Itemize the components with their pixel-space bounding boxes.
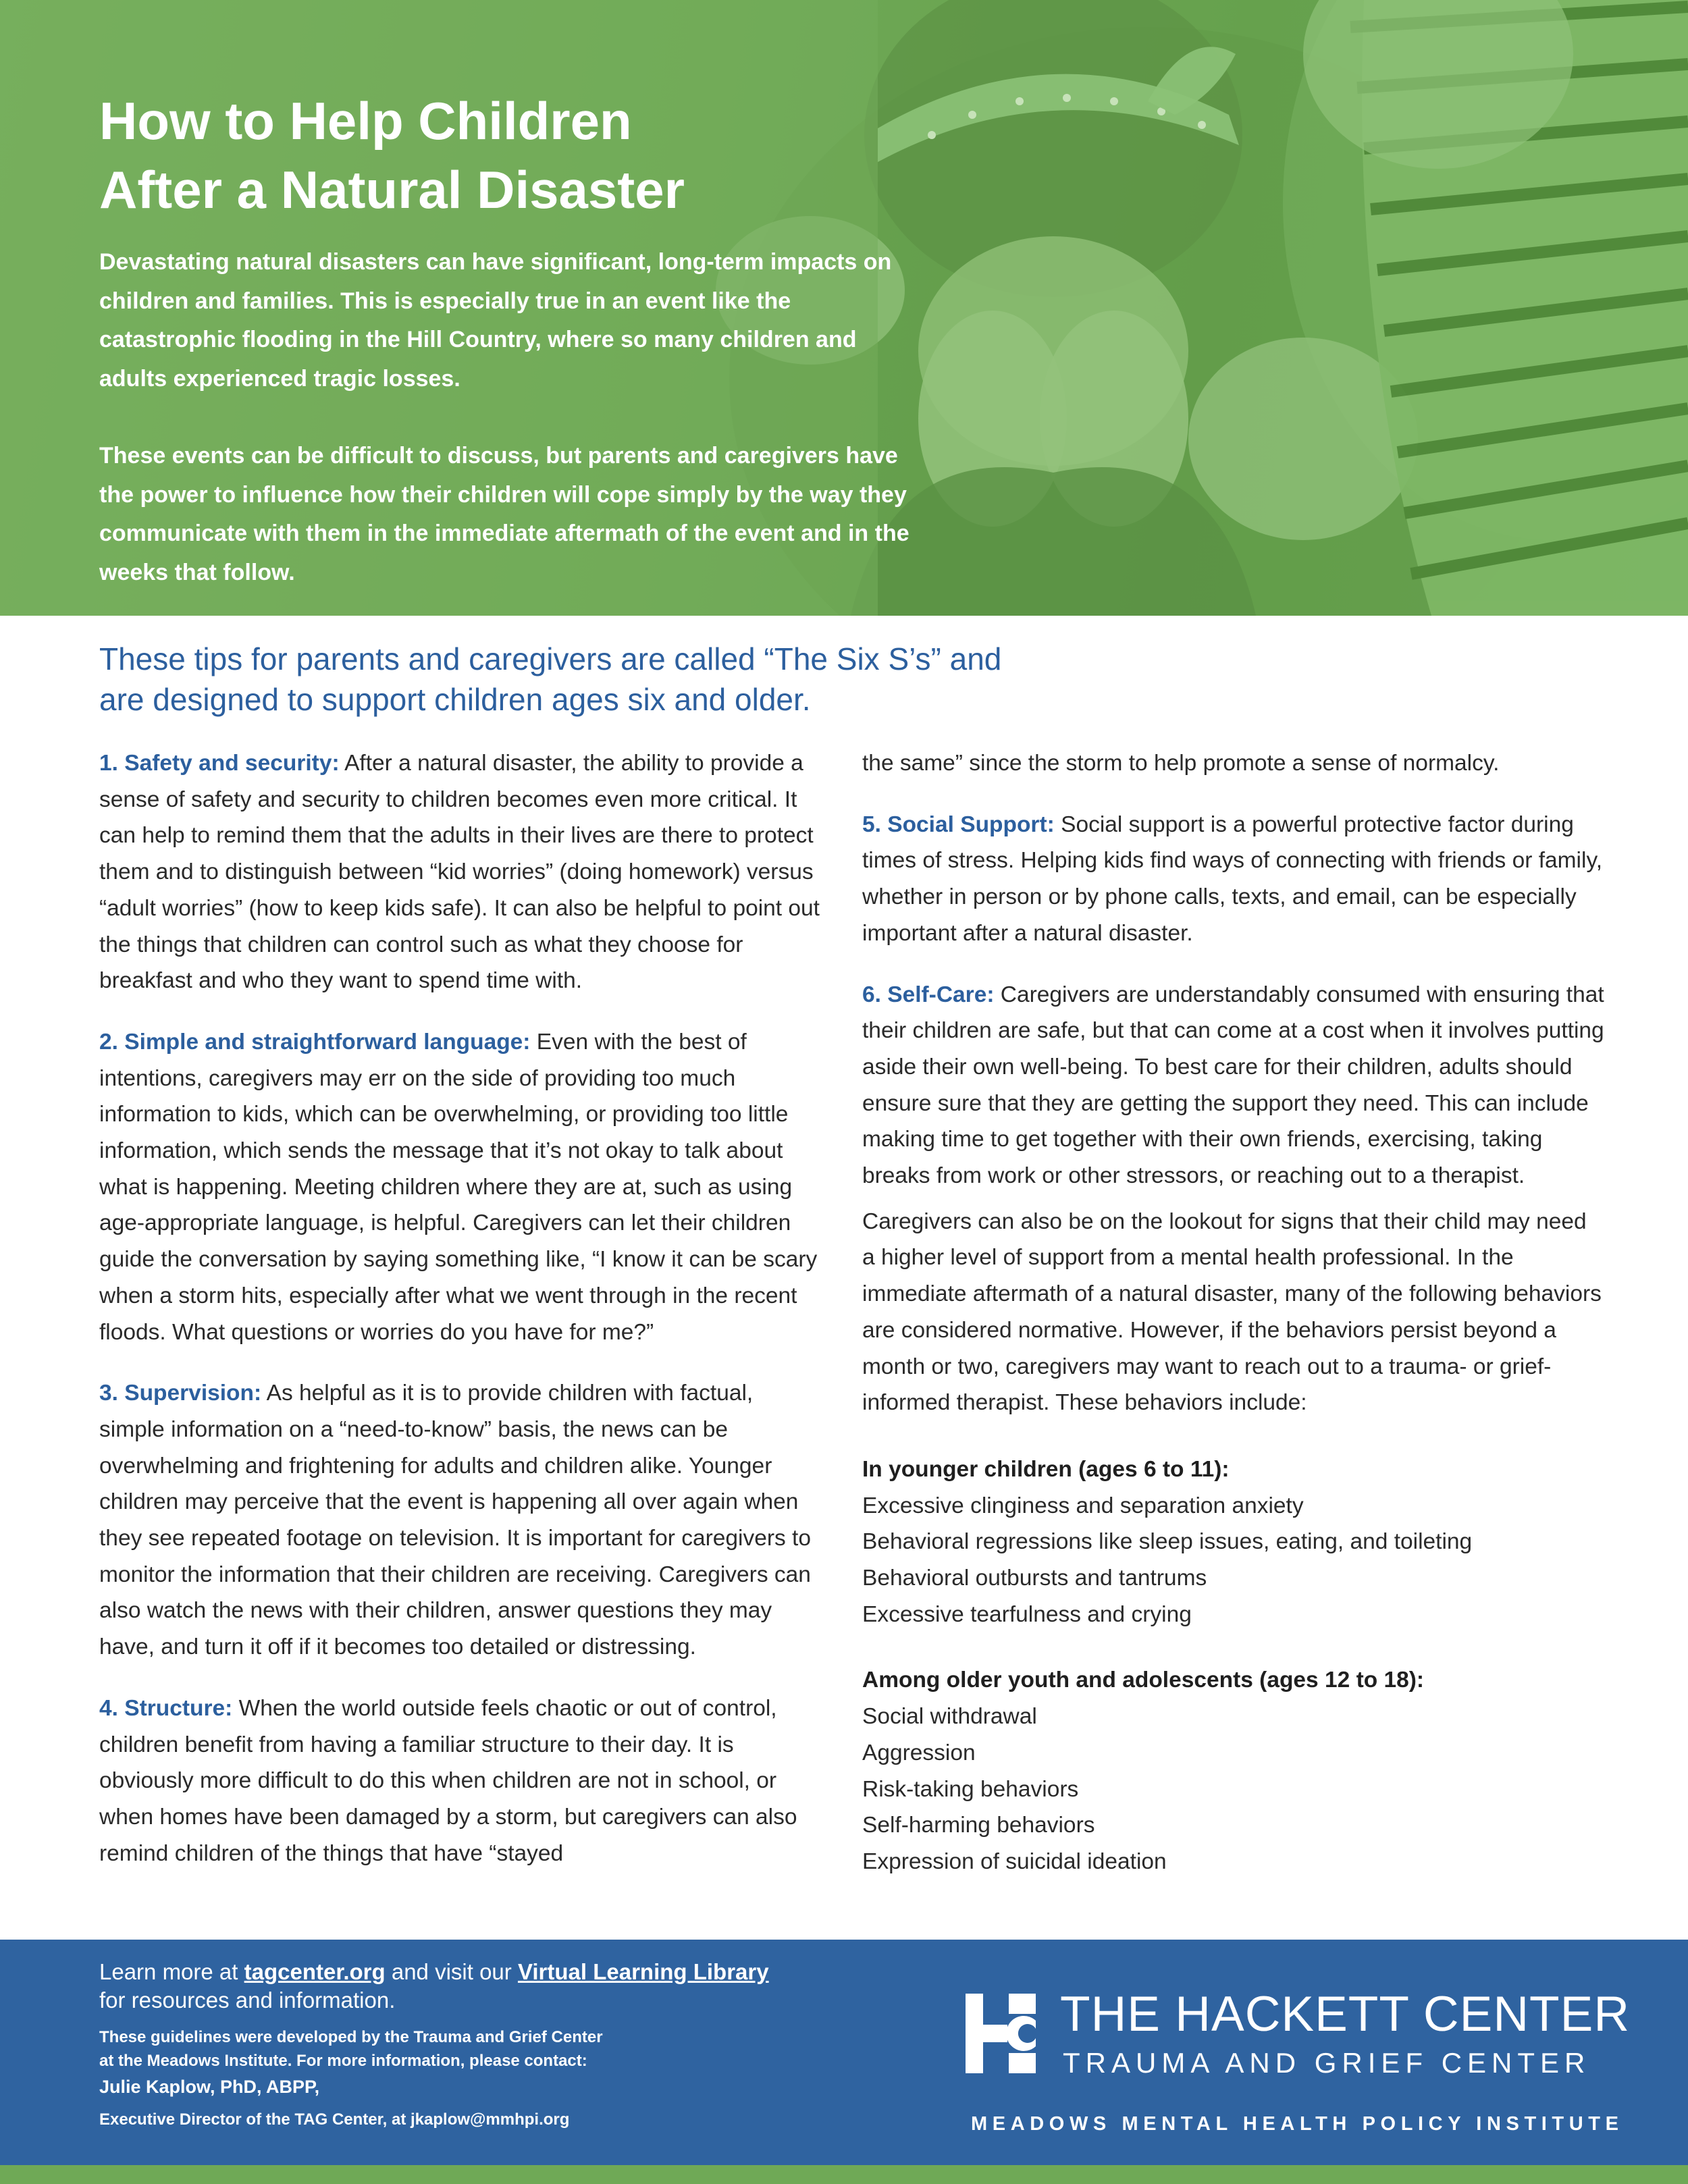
contact-role: Executive Director of the TAG Center, at jkaplow@mmhpi.org — [99, 2110, 570, 2129]
younger-children-list — [862, 1488, 1605, 1633]
brand-institute: MEADOWS MENTAL HEALTH POLICY INSTITUTE — [971, 2113, 1624, 2135]
list-item: Excessive tearfulness and crying — [862, 1601, 1192, 1627]
learn-more — [99, 1958, 977, 2015]
tip-self-care-heading: 6. Self-Care: — [862, 982, 995, 1007]
learn-middle: and visit our — [385, 1959, 518, 1984]
footer-bottom-bar — [0, 2165, 1688, 2184]
tip-structure-text: When the world outside feels chaotic or out of control, children benefit from having a familiar structure to their day. It is obviously more difficult to do this when children are not in school, or when homes have been damaged by a storm, but caregivers can also remind children of the things that have “stayed — [99, 1695, 797, 1866]
tip-social-support — [862, 807, 1605, 952]
guidelines-line-2: at the Meadows Institute. For more information, please contact: — [99, 2052, 587, 2070]
tip-supervision — [99, 1375, 822, 1666]
tip-self-care — [862, 977, 1605, 1194]
tip-self-care-text: Caregivers are understandably consumed with ensuring that their children are safe, but that can come at a cost when it involves putting aside their own well-being. To best care for their children, adults should ensure sure that they are getting the support they need. This can include making time to get together with their own friends, exercising, taking breaks from work or other stressors, or reaching out to a therapist. — [862, 982, 1604, 1189]
older-youth-heading: Among older youth and adolescents (ages 12 to 18): — [862, 1668, 1425, 1693]
list-item: Excessive clinginess and separation anxiety — [862, 1493, 1304, 1518]
contact-name: Julie Kaplow, PhD, ABPP, — [99, 2077, 320, 2097]
tip-supervision-heading: 3. Supervision: — [99, 1381, 262, 1406]
tip-social-support-text: Social support is a powerful protective factor during times of stress. Helping kids find ways of connecting with friends or family, whether in person or by phone calls, texts, and email, can be especially important after a natural disaster. — [862, 811, 1603, 946]
younger-children-heading: In younger children (ages 6 to 11): — [862, 1456, 1230, 1482]
tip-structure — [99, 1690, 822, 1872]
tagcenter-link[interactable]: tagcenter.org — [244, 1959, 386, 1984]
tip-language — [99, 1024, 822, 1350]
footer — [0, 1940, 1688, 2184]
left-column — [99, 745, 822, 1871]
tips-heading — [99, 639, 1450, 720]
tip-structure-continued: the same” since the storm to help promote a sense of normalcy. — [862, 751, 1500, 776]
intro-paragraph-1: Devastating natural disasters can have significant, long-term impacts on children and families. This is especially true in an event like the catastrophic flooding in the Hill Country, where so many children and adults experienced tragic losses. — [99, 249, 892, 392]
brand-name: THE HACKETT CENTER — [1060, 1987, 1631, 2042]
learn-suffix: for resources and information. — [99, 1988, 396, 2013]
guidelines-line-1: These guidelines were developed by the Trauma and Grief Center — [99, 2028, 603, 2046]
lookout-paragraph: Caregivers can also be on the lookout for signs that their child may need a higher level of support from a mental health professional. In the immediate aftermath of a natural disaster, many of the following behaviors are considered normative. However, if the behaviors persist beyond a month or two, caregivers may want to reach out to a trauma- or grief-informed therapist. These behaviors include: — [862, 1208, 1602, 1416]
learn-prefix: Learn more at — [99, 1959, 244, 1984]
hero-intro — [99, 243, 930, 616]
hackett-center-logo-icon — [966, 1994, 1040, 2073]
virtual-learning-library-link[interactable]: Virtual Learning Library — [517, 1959, 769, 1984]
intro-paragraph-2: These events can be difficult to discuss, but parents and caregivers have the power to influence how their children will cope simply by the way they communicate with them in the immediate aftermath of the event and in the weeks that follow. — [99, 443, 909, 585]
page-title-line-2: After a Natural Disaster — [99, 160, 685, 219]
list-item: Behavioral outbursts and tantrums — [862, 1566, 1207, 1591]
list-item: Risk-taking behaviors — [862, 1776, 1079, 1802]
tip-structure-heading: 4. Structure: — [99, 1695, 233, 1721]
tip-safety — [99, 745, 822, 999]
right-column — [862, 745, 1605, 1880]
list-item: Social withdrawal — [862, 1704, 1037, 1730]
hero-banner — [0, 0, 1688, 616]
tip-language-text: Even with the best of intentions, caregivers may err on the side of providing too much information to kids, which can be overwhelming, or providing too little information, which sends the message that it’s not okay to talk about what is happening. Meeting children where they are at, such as using age-appropriate language, is helpful. Caregivers can let their children guide the conversation by saying something like, “I know it can be scary when a storm hits, especially after what we went through in the recent floods. What questions or worries do you have for me?” — [99, 1029, 818, 1345]
list-item: Aggression — [862, 1740, 976, 1765]
tip-safety-heading: 1. Safety and security: — [99, 751, 340, 776]
tip-social-support-heading: 5. Social Support: — [862, 811, 1055, 837]
older-youth-list — [862, 1699, 1605, 1880]
list-item: Expression of suicidal ideation — [862, 1848, 1167, 1874]
brand-subtitle: TRAUMA AND GRIEF CENTER — [1063, 2047, 1591, 2079]
tip-language-heading: 2. Simple and straightforward language: — [99, 1029, 531, 1055]
list-item: Behavioral regressions like sleep issues, eating, and toileting — [862, 1529, 1473, 1555]
tip-supervision-text: As helpful as it is to provide children with factual, simple information on a “need-to-know” basis, the news can be overwhelming and frightening for adults and children alike. Younger children may perceive that the event is happening all over again when they see repeated footage on television. It is important for caregivers to monitor the information that their children are receiving. Caregivers can also watch the news with their children, answer questions they may have, and turn it off if it becomes too detailed or distressing. — [99, 1381, 811, 1660]
page-title — [99, 86, 685, 224]
tips-heading-line-1: These tips for parents and caregivers are called “The Six S’s” and — [99, 641, 1002, 676]
tip-safety-text: After a natural disaster, the ability to provide a sense of safety and security to children becomes even more critical. It can help to remind them that the adults in their lives are there to protect them and to distinguish between “kid worries” (doing homework) versus “adult worries” (how to keep kids safe). It can also be helpful to point out the things that children can control such as what they choose for breakfast and who they want to spend time with. — [99, 751, 820, 994]
tips-heading-line-2: are designed to support children ages six and older. — [99, 682, 811, 717]
guidelines-note — [99, 2025, 909, 2073]
list-item: Self-harming behaviors — [862, 1813, 1095, 1838]
page-title-line-1: How to Help Children — [99, 91, 632, 151]
